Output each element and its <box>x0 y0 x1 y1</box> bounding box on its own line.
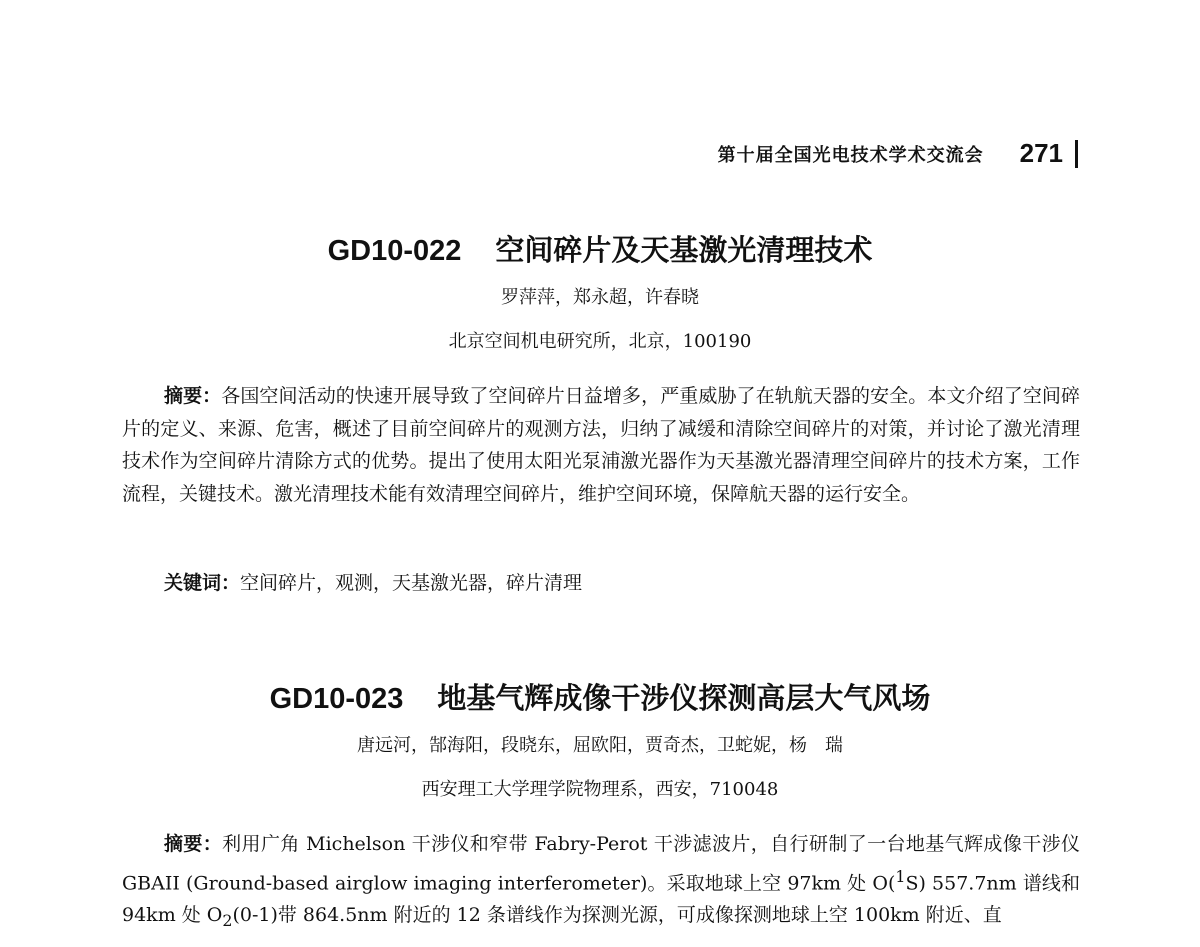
header-divider <box>1075 140 1078 168</box>
paper-title <box>0 228 1200 269</box>
abstract-text-part3: (0-1)带 864.5nm 附近的 12 条谱线作为探测光源，可成像探测地球上空 100km 附近、直 <box>232 904 1002 927</box>
paper-abstract <box>122 828 1080 938</box>
paper-title-text: 空间碎片及天基激光清理技术 <box>495 233 873 267</box>
paper-title <box>0 676 1200 717</box>
paper-affiliation: 北京空间机电研究所，北京，100190 <box>448 331 752 352</box>
conference-name: 第十届全国光电技术学术交流会 <box>717 144 984 166</box>
abstract-text-part2: S) 557.7nm 谱线和 94km 处 O <box>122 871 1081 927</box>
abstract-text-part1: 利用广角 Michelson 干涉仪和窄带 Fabry-Perot 干涉滤波片，自行研制了一台地基气辉成像干涉仪 GBAII (Ground-based airglow imaging interferometer)。采取地球上空 97km 处 O( <box>122 833 1080 894</box>
abstract-label: 摘要： <box>164 833 223 855</box>
paper-gd10-023 <box>0 676 1200 801</box>
keywords-text: 空间碎片，观测，天基激光器，碎片清理 <box>240 572 583 594</box>
running-header <box>718 138 1078 169</box>
subscript: 2 <box>222 911 233 931</box>
paper-code: GD10-023 <box>269 683 404 715</box>
superscript: 1 <box>895 866 906 886</box>
paper-keywords <box>164 568 582 595</box>
paper-abstract <box>122 380 1080 510</box>
paper-code: GD10-022 <box>327 235 462 267</box>
paper-authors: 罗萍萍，郑永超，许春晓 <box>501 287 699 308</box>
paper-gd10-022 <box>0 228 1200 353</box>
paper-authors: 唐远河，郜海阳，段晓东，屈欧阳，贾奇杰，卫蛇妮，杨 瑞 <box>357 735 843 756</box>
paper-title-text: 地基气辉成像干涉仪探测高层大气风场 <box>437 681 931 715</box>
page-number: 271 <box>1019 138 1063 168</box>
abstract-label: 摘要： <box>164 385 222 407</box>
abstract-text: 各国空间活动的快速开展导致了空间碎片日益增多，严重威胁了在轨航天器的安全。本文介绍了空间碎片的定义、来源、危害，概述了目前空间碎片的观测方法，归纳了减缓和清除空间碎片的对策，并讨论了激光清理技术作为空间碎片清除方式的优势。提出了使用太阳光泵浦激光器作为天基激光器清理空间碎片的技术方案，工作流程，关键技术。激光清理技术能有效清理空间碎片，维护空间环境，保障航天器的运行安全。 <box>122 385 1080 505</box>
paper-affiliation: 西安理工大学理学院物理系，西安，710048 <box>421 779 779 800</box>
keywords-label: 关键词： <box>164 572 241 594</box>
